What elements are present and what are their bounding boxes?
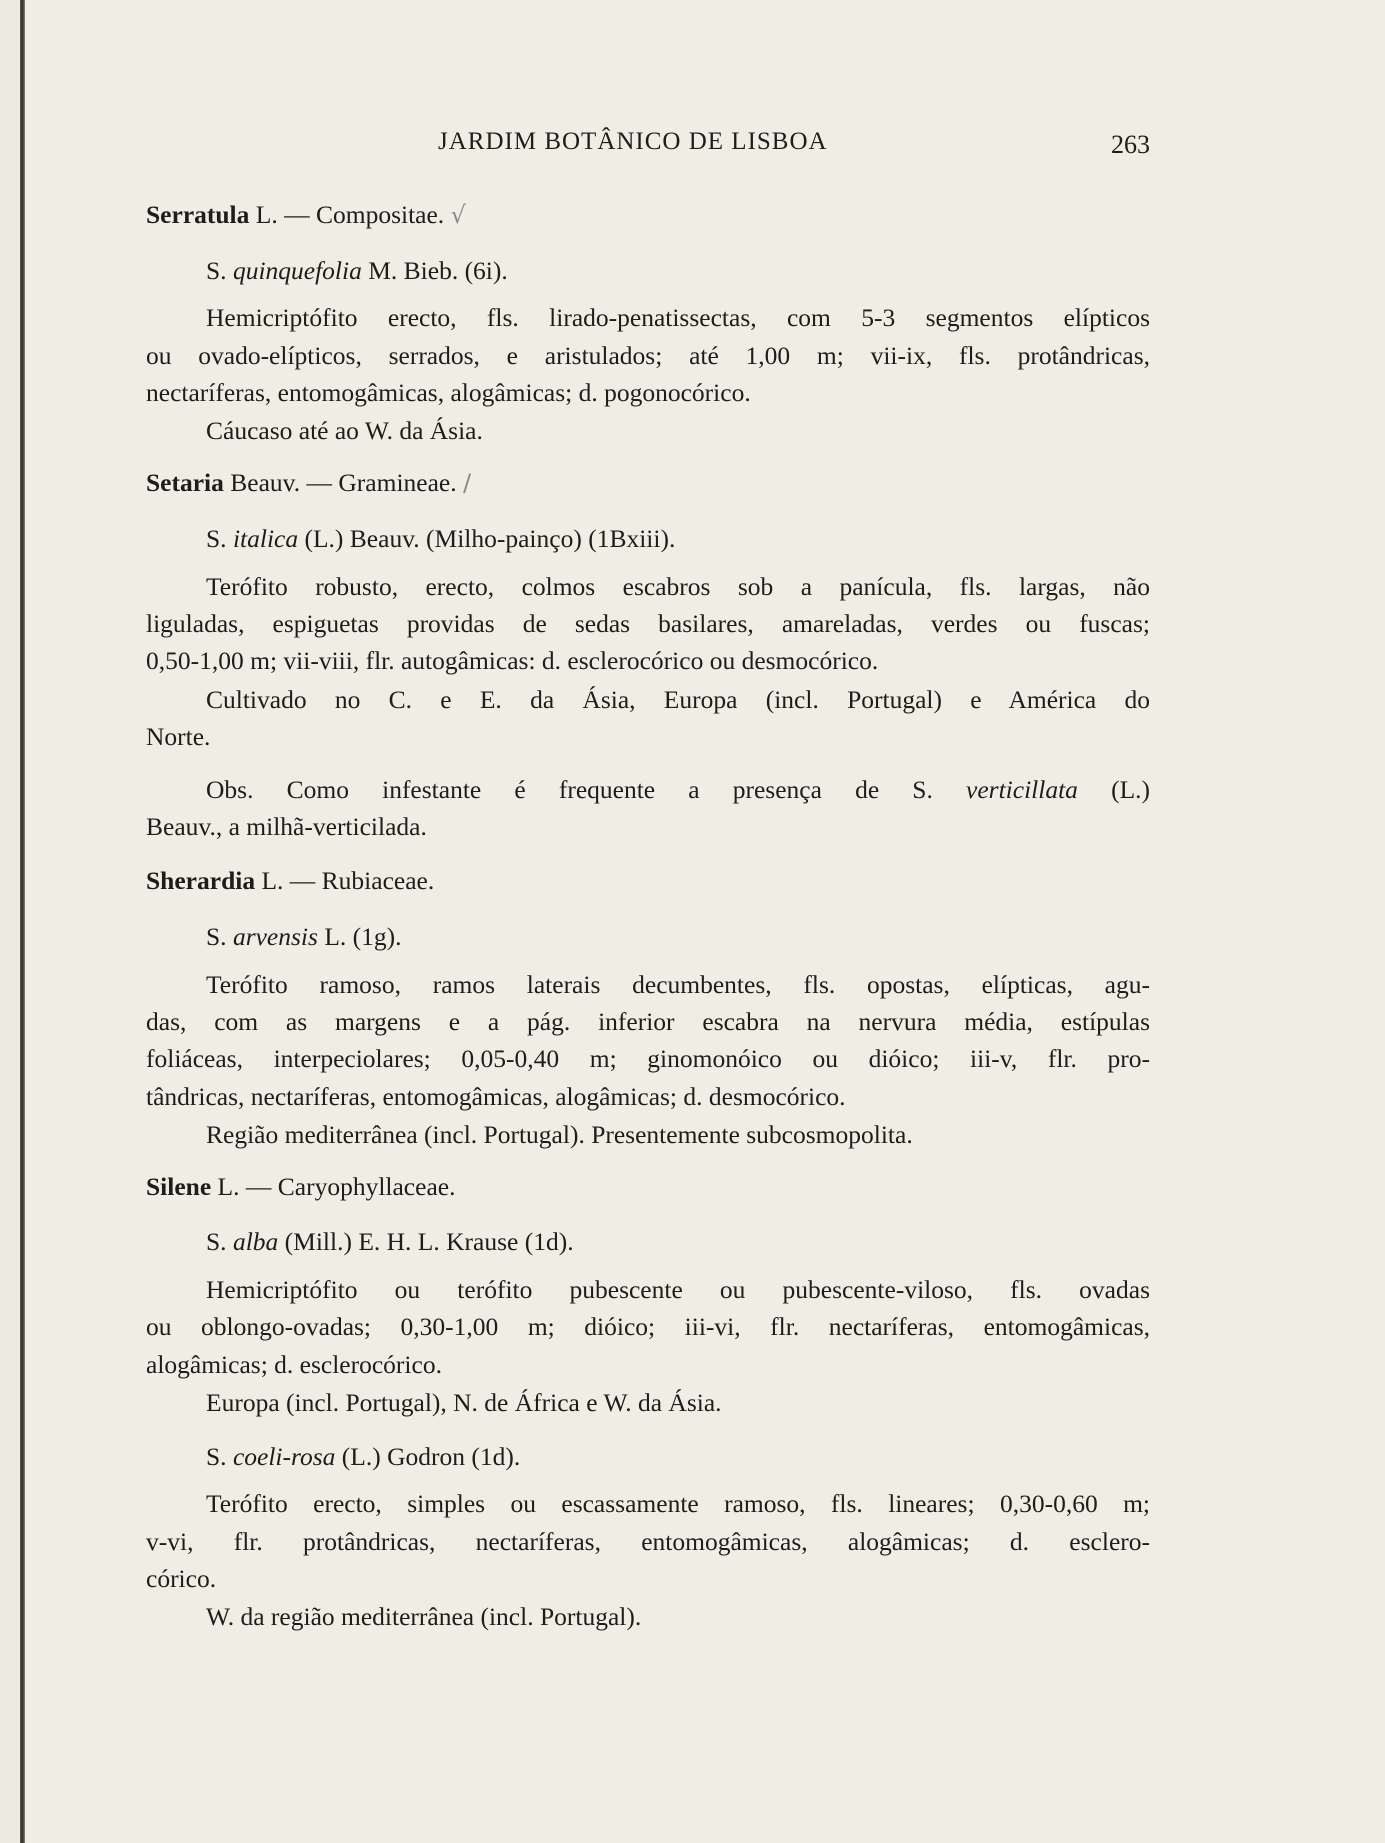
- distribution-line: Cultivado no C. e E. da Ásia, Europa (incl. Portugal) e América do: [206, 685, 1150, 714]
- species-heading: S. coeli-rosa (L.) Godron (1d).: [206, 1442, 521, 1471]
- description-line: das, com as margens e a pág. inferior escabra na nervura média, estípulas: [146, 1007, 1150, 1036]
- species-name: alba: [232, 1227, 279, 1256]
- running-head-title: JARDIM BOTÂNICO DE LISBOA: [438, 128, 828, 155]
- running-head: [146, 128, 1150, 168]
- description-line: Terófito ramoso, ramos laterais decumbentes, fls. opostas, elípticas, agu-: [206, 970, 1150, 999]
- checkmark-annotation: √: [450, 201, 466, 229]
- genus-heading: [146, 1172, 1150, 1202]
- genus-heading: [146, 468, 1150, 498]
- page-margin: [0, 0, 20, 1843]
- description-line: liguladas, espiguetas providas de sedas basilares, amareladas, verdes ou fuscas;: [146, 609, 1150, 638]
- species-heading: S. arvensis L. (1g).: [206, 922, 402, 951]
- page-number: 263: [1111, 130, 1150, 159]
- description-line: v-vi, flr. protândricas, nectaríferas, entomogâmicas, alogâmicas; d. esclero-: [146, 1527, 1150, 1556]
- genus-authority: L. — Caryophyllaceae.: [211, 1172, 456, 1201]
- description-line: 0,50-1,00 m; vii-viii, flr. autogâmicas: d. esclerocórico ou desmocórico.: [146, 646, 879, 675]
- checkmark-annotation: /: [463, 469, 472, 497]
- description-line: foliáceas, interpeciolares; 0,05-0,40 m; ginomonóico ou dióico; iii-v, flr. pro-: [146, 1044, 1150, 1073]
- species-name: coeli-rosa: [232, 1442, 336, 1471]
- species-heading: S. alba (Mill.) E. H. L. Krause (1d).: [206, 1227, 574, 1256]
- distribution-line: Região mediterrânea (incl. Portugal). Presentemente subcosmopolita.: [206, 1120, 913, 1149]
- genus-name: Sherardia: [146, 866, 256, 895]
- description-line: córico.: [146, 1564, 217, 1593]
- species-name: italica: [232, 524, 299, 553]
- observation-line: Obs. Como infestante é frequente a presença de S. verticillata (L.): [206, 775, 1151, 804]
- genus-authority: L. — Rubiaceae.: [255, 866, 435, 895]
- genus-heading: [146, 866, 1150, 896]
- genus-name: Setaria: [146, 468, 224, 497]
- distribution-line: Cáucaso até ao W. da Ásia.: [206, 416, 483, 445]
- genus-authority: L. — Compositae.: [249, 200, 445, 229]
- description-line: ou oblongo-ovadas; 0,30-1,00 m; dióico; iii-vi, flr. nectaríferas, entomogâmicas,: [146, 1312, 1150, 1341]
- distribution-line: W. da região mediterrânea (incl. Portugal).: [206, 1602, 642, 1631]
- species-name: quinquefolia: [232, 256, 362, 285]
- description-line: ou ovado-elípticos, serrados, e aristulados; até 1,00 m; vii-ix, fls. protândricas,: [146, 341, 1150, 370]
- observation-line: Beauv., a milhã-verticilada.: [146, 812, 427, 841]
- description-line: nectaríferas, entomogâmicas, alogâmicas; d. pogonocórico.: [146, 378, 751, 407]
- species-heading: S. quinquefolia M. Bieb. (6i).: [206, 256, 508, 285]
- description-line: Hemicriptófito erecto, fls. lirado-penatissectas, com 5-3 segmentos elípticos: [206, 303, 1150, 332]
- genus-authority: Beauv. — Gramineae.: [223, 468, 457, 497]
- description-line: alogâmicas; d. esclerocórico.: [146, 1350, 442, 1379]
- description-line: tândricas, nectaríferas, entomogâmicas, alogâmicas; d. desmocórico.: [146, 1082, 846, 1111]
- species-heading: S. italica (L.) Beauv. (Milho-painço) (1Bxiii).: [206, 524, 676, 553]
- description-line: Hemicriptófito ou terófito pubescente ou pubescente-viloso, fls. ovadas: [206, 1275, 1150, 1304]
- species-name: arvensis: [232, 922, 318, 951]
- binding-edge: [20, 0, 25, 1843]
- description-line: Terófito erecto, simples ou escassamente ramoso, fls. lineares; 0,30-0,60 m;: [206, 1489, 1150, 1518]
- genus-heading: [146, 200, 1150, 230]
- genus-name: Serratula: [146, 200, 250, 229]
- description-line: Terófito robusto, erecto, colmos escabros sob a panícula, fls. largas, não: [206, 572, 1150, 601]
- genus-name: Silene: [146, 1172, 212, 1201]
- distribution-line: Europa (incl. Portugal), N. de África e W. da Ásia.: [206, 1388, 722, 1417]
- distribution-line: Norte.: [146, 722, 211, 751]
